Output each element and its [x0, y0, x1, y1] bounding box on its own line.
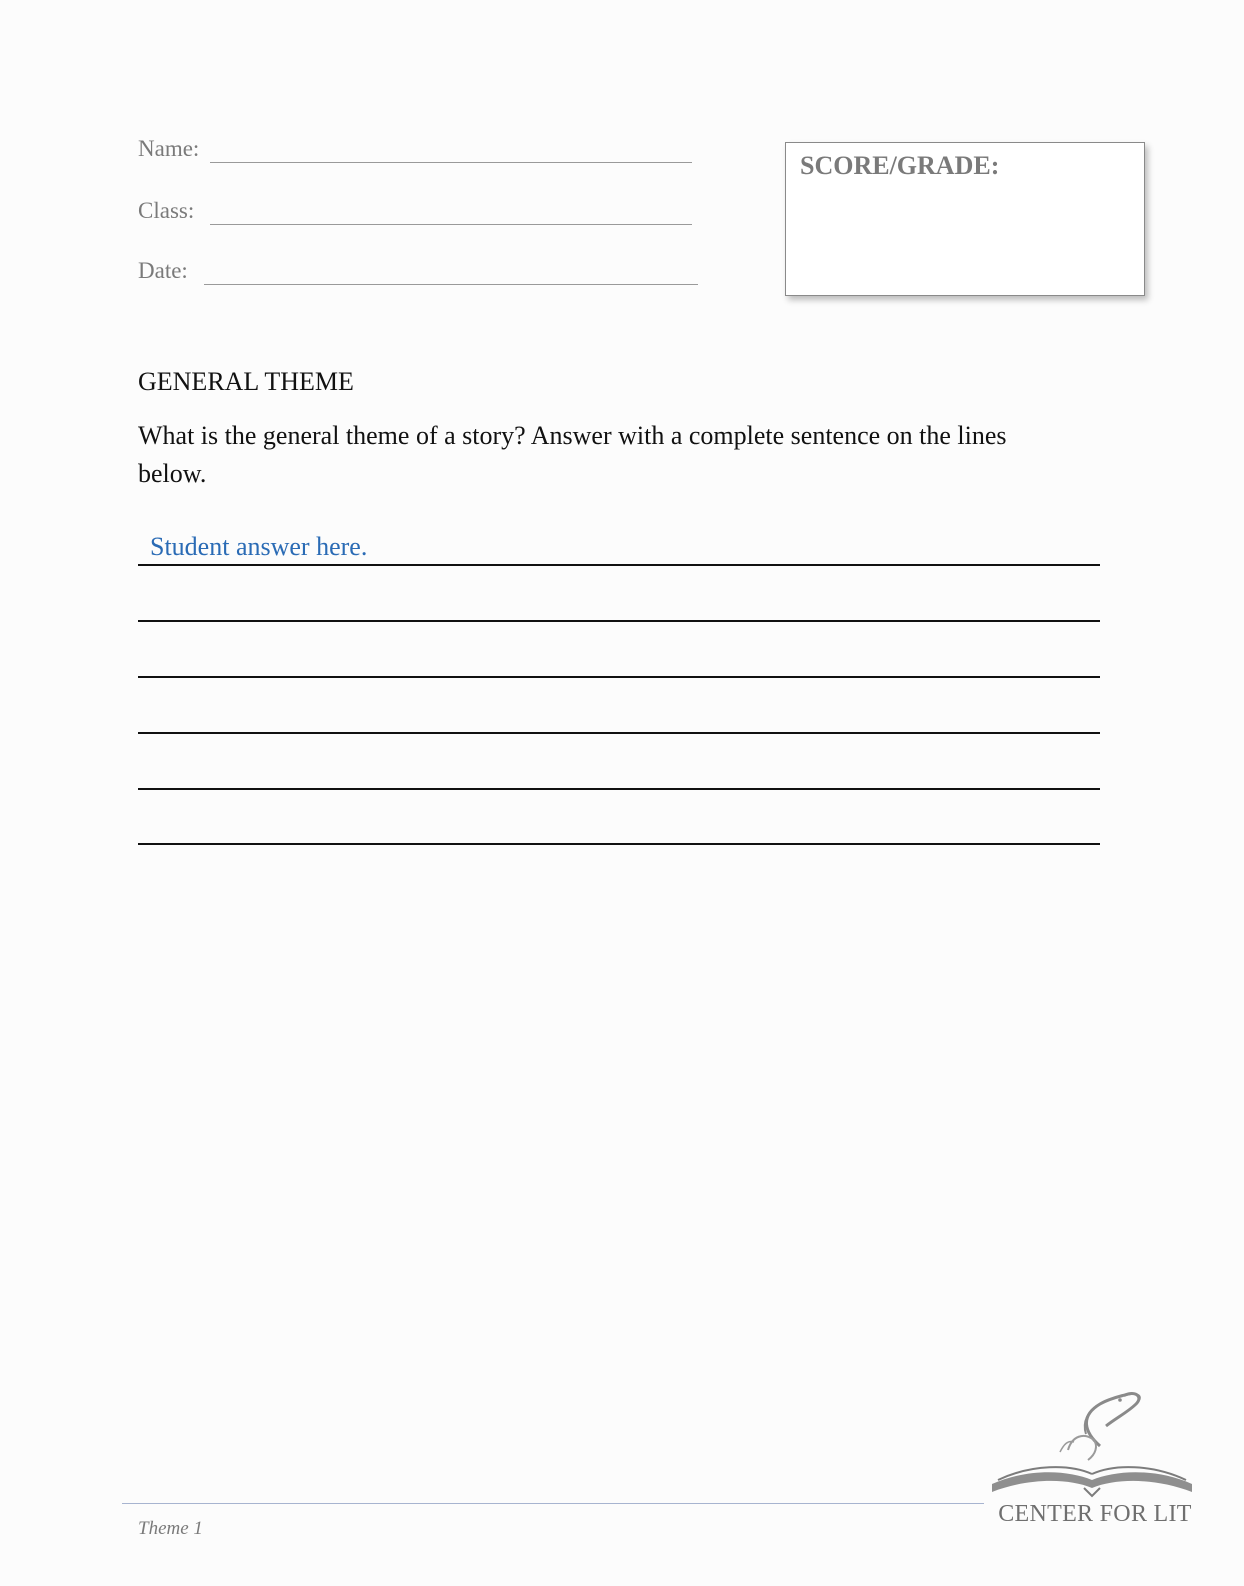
answer-line[interactable]	[138, 843, 1100, 845]
class-label: Class:	[138, 198, 195, 223]
score-grade-box[interactable]	[785, 142, 1145, 296]
answer-line[interactable]	[138, 732, 1100, 734]
name-label: Name:	[138, 136, 200, 161]
score-grade-label: SCORE/GRADE:	[800, 151, 1000, 180]
pelican-book-icon	[988, 1388, 1202, 1500]
class-field[interactable]	[210, 224, 692, 225]
name-field[interactable]	[210, 162, 692, 163]
date-label: Date:	[138, 258, 188, 283]
center-for-lit-logo	[988, 1388, 1202, 1538]
answer-line[interactable]	[138, 564, 1100, 566]
footer-divider	[122, 1503, 984, 1504]
date-field[interactable]	[204, 284, 698, 285]
footer-page-label: Theme 1	[138, 1518, 203, 1539]
student-answer-text[interactable]: Student answer here.	[150, 532, 368, 561]
answer-line[interactable]	[138, 788, 1100, 790]
logo-text: CENTER FOR LIT	[998, 1501, 1192, 1527]
question-text: What is the general theme of a story? Answer with a complete sentence on the lines below.	[138, 421, 1007, 488]
section-heading: GENERAL THEME	[138, 367, 354, 396]
answer-line[interactable]	[138, 676, 1100, 678]
answer-line[interactable]	[138, 620, 1100, 622]
